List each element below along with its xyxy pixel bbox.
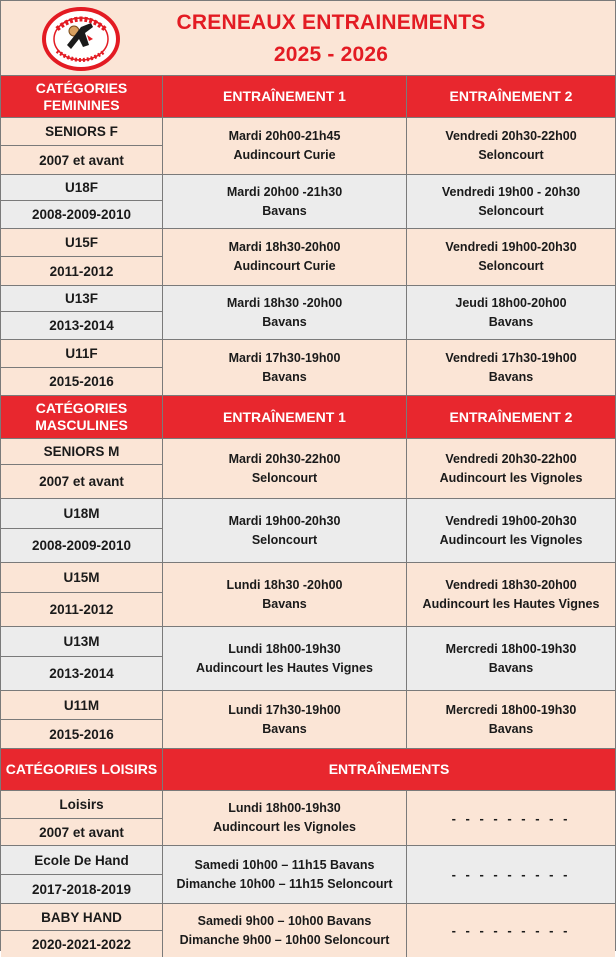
category-name: U13M xyxy=(1,627,162,657)
training1-time: Lundi 18h00-19h30 xyxy=(228,641,341,656)
category-name: U11M xyxy=(1,691,162,720)
training1-time: Mardi 20h30-22h00 xyxy=(228,451,341,466)
category-name: Loisirs xyxy=(1,791,162,819)
training2-time: Vendredi 19h00 - 20h30 xyxy=(441,184,581,199)
training2-cell xyxy=(407,340,615,395)
training2-time: Vendredi 19h00-20h30 xyxy=(445,240,577,254)
training1-cell xyxy=(163,791,407,845)
category-cell xyxy=(1,791,163,845)
training1-place: Audincourt Curie xyxy=(233,259,336,273)
masculine-header-row xyxy=(1,396,615,439)
training2-empty: - - - - - - - - - xyxy=(451,810,571,826)
training2-cell xyxy=(407,118,615,174)
category-years: 2015-2016 xyxy=(49,374,114,389)
category-name: U18F xyxy=(1,175,162,201)
training1-cell xyxy=(163,229,407,285)
training1-time: Lundi 17h30-19h00 xyxy=(228,702,341,717)
category-cell xyxy=(1,499,163,562)
feminine-header-row xyxy=(1,76,615,118)
category-years: 2007 et avant xyxy=(39,152,124,168)
loisirs-header-row xyxy=(1,749,615,791)
category-years: 2011-2012 xyxy=(49,263,114,279)
schedule-table xyxy=(1,76,615,957)
training2-place: Audincourt les Hautes Vignes xyxy=(422,596,600,611)
training1-cell xyxy=(163,340,407,395)
category-cell xyxy=(1,286,163,339)
category-cell xyxy=(1,627,163,690)
training1-time: Mardi 18h30 -20h00 xyxy=(226,295,343,310)
loisirs-category-label: CATÉGORIES LOISIRS xyxy=(1,749,163,790)
training2-time: Mercredi 18h00-19h30 xyxy=(445,702,577,717)
table-row xyxy=(1,627,615,691)
training1-saturday: Samedi 9h00 – 10h00 Bavans xyxy=(197,913,372,928)
feminine-category-label: CATÉGORIES FEMININES xyxy=(1,76,163,117)
table-row xyxy=(1,691,615,749)
training1-place: Seloncourt xyxy=(251,470,318,485)
table-row xyxy=(1,439,615,499)
training1-place: Bavans xyxy=(262,369,307,384)
training2-place: Bavans xyxy=(488,660,534,675)
training1-place: Bavans xyxy=(262,721,307,736)
training2-cell xyxy=(407,175,615,228)
training2-place: Bavans xyxy=(488,369,534,384)
training2-place: Bavans xyxy=(488,721,534,736)
table-row xyxy=(1,846,615,904)
training2-cell xyxy=(407,286,615,339)
table-row xyxy=(1,563,615,627)
category-cell xyxy=(1,846,163,903)
training1-cell xyxy=(163,691,407,748)
category-name: SENIORS F xyxy=(1,118,162,146)
category-cell xyxy=(1,340,163,395)
category-years: 2015-2016 xyxy=(49,726,114,742)
category-years: 2007 et avant xyxy=(39,824,124,840)
training2-time: Vendredi 20h30-22h00 xyxy=(445,129,577,143)
training1-time: Lundi 18h00-19h30 xyxy=(228,801,341,815)
category-name: U11F xyxy=(1,340,162,368)
table-row xyxy=(1,175,615,229)
category-years: 2007 et avant xyxy=(39,474,124,489)
masculine-category-label: CATÉGORIES MASCULINES xyxy=(1,396,163,438)
title-main: CRENEAUX ENTRAINEMENTS xyxy=(176,11,486,34)
training1-time: Mardi 19h00-20h30 xyxy=(228,513,341,528)
category-cell xyxy=(1,439,163,498)
training2-cell xyxy=(407,229,615,285)
category-name: U15M xyxy=(1,563,162,593)
training2-cell xyxy=(407,691,615,748)
training2-time: Mercredi 18h00-19h30 xyxy=(445,641,577,656)
training1-cell xyxy=(163,439,407,498)
category-name: Ecole De Hand xyxy=(1,846,162,875)
training1-cell xyxy=(163,627,407,690)
feminine-col1-header: ENTRAÎNEMENT 1 xyxy=(163,76,407,117)
training1-cell xyxy=(163,286,407,339)
category-cell xyxy=(1,118,163,174)
training1-place: Audincourt les Hautes Vignes xyxy=(196,660,373,675)
feminine-col2-header: ENTRAÎNEMENT 2 xyxy=(449,88,573,104)
training2-cell xyxy=(407,563,615,626)
training1-place: Bavans xyxy=(262,203,307,218)
category-name: SENIORS M xyxy=(1,439,162,465)
table-row xyxy=(1,229,615,286)
training1-place: Bavans xyxy=(262,314,307,329)
category-years: 2020-2021-2022 xyxy=(31,936,132,952)
training1-cell xyxy=(163,175,407,228)
category-cell xyxy=(1,175,163,228)
training1-place: Bavans xyxy=(262,596,307,611)
table-row xyxy=(1,791,615,846)
training2-cell xyxy=(407,439,615,498)
training1-place: Audincourt les Vignoles xyxy=(213,820,356,834)
category-cell xyxy=(1,563,163,626)
training2-cell xyxy=(407,627,615,690)
training1-place: Audincourt Curie xyxy=(233,148,336,162)
category-years: 2013-2014 xyxy=(49,666,114,681)
training1-cell xyxy=(163,499,407,562)
category-cell xyxy=(1,691,163,748)
table-row xyxy=(1,340,615,396)
training2-place: Bavans xyxy=(488,314,534,329)
table-row xyxy=(1,904,615,957)
training1-cell xyxy=(163,904,407,957)
table-row xyxy=(1,118,615,175)
category-name: U18M xyxy=(1,499,162,529)
category-cell xyxy=(1,229,163,285)
training1-sunday: Dimanche 10h00 – 11h15 Seloncourt xyxy=(176,876,393,891)
category-years: 2011-2012 xyxy=(49,602,114,617)
training1-time: Lundi 18h30 -20h00 xyxy=(226,577,343,592)
category-name: BABY HAND xyxy=(1,904,162,931)
category-name: U13F xyxy=(1,286,162,312)
training2-time: Jeudi 18h00-20h00 xyxy=(455,295,567,310)
training2-cell xyxy=(407,499,615,562)
training2-time: Vendredi 18h30-20h00 xyxy=(445,577,577,592)
training1-saturday: Samedi 10h00 – 11h15 Bavans xyxy=(194,857,375,872)
club-logo xyxy=(41,7,121,71)
training2-place: Seloncourt xyxy=(478,259,544,273)
training1-cell xyxy=(163,563,407,626)
training2-empty: - - - - - - - - - xyxy=(451,867,571,882)
training1-time: Mardi 18h30-20h00 xyxy=(228,240,341,254)
category-years: 2008-2009-2010 xyxy=(31,538,132,553)
category-years: 2017-2018-2019 xyxy=(31,881,132,897)
training2-time: Vendredi 20h30-22h00 xyxy=(445,451,577,466)
training2-place: Seloncourt xyxy=(478,203,544,218)
title-season: 2025 - 2026 xyxy=(273,43,389,66)
training1-cell xyxy=(163,118,407,174)
category-years: 2008-2009-2010 xyxy=(31,207,132,222)
training1-time: Mardi 17h30-19h00 xyxy=(228,350,341,365)
header xyxy=(1,1,615,76)
category-years: 2013-2014 xyxy=(49,318,114,333)
training2-empty: - - - - - - - - - xyxy=(451,923,571,938)
training2-place: Seloncourt xyxy=(478,148,544,162)
training2-place: Audincourt les Vignoles xyxy=(439,532,583,547)
category-cell xyxy=(1,904,163,957)
table-row xyxy=(1,286,615,340)
training1-time: Mardi 20h00-21h45 xyxy=(228,129,341,143)
masculine-col2-header: ENTRAÎNEMENT 2 xyxy=(449,408,573,425)
masculine-col1-header: ENTRAÎNEMENT 1 xyxy=(163,396,407,438)
loisirs-col-header: ENTRAÎNEMENTS xyxy=(328,761,450,777)
training1-place: Seloncourt xyxy=(251,532,318,547)
table-row xyxy=(1,499,615,563)
training1-sunday: Dimanche 9h00 – 10h00 Seloncourt xyxy=(179,932,390,947)
training2-time: Vendredi 19h00-20h30 xyxy=(445,513,577,528)
training2-place: Audincourt les Vignoles xyxy=(439,470,583,485)
training1-time: Mardi 20h00 -21h30 xyxy=(226,184,343,199)
category-name: U15F xyxy=(1,229,162,257)
training2-time: Vendredi 17h30-19h00 xyxy=(445,350,577,365)
training1-cell xyxy=(163,846,407,903)
